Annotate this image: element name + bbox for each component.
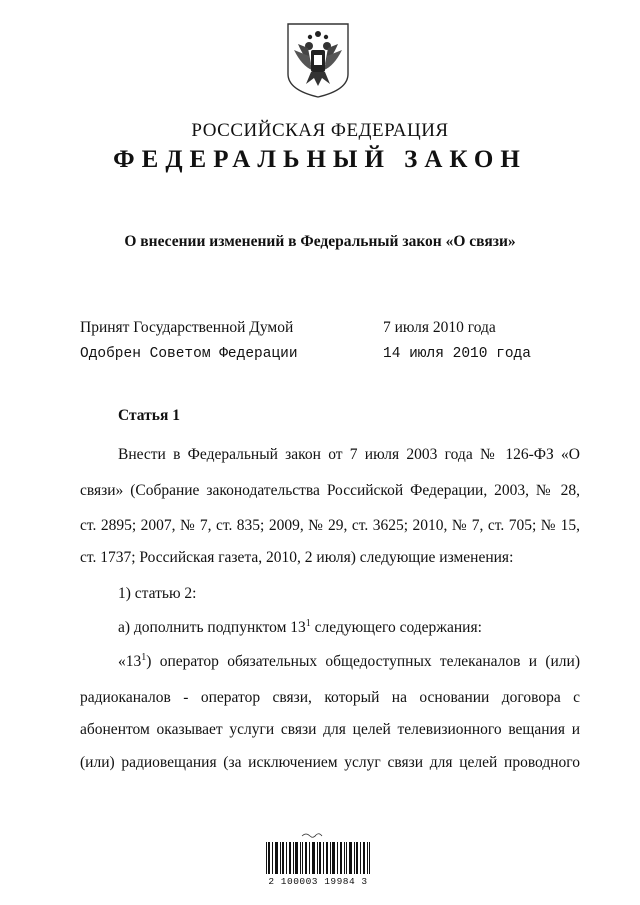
- double-headed-eagle-icon: [284, 20, 352, 100]
- article-line-4: ст. 1737; Российская газета, 2010, 2 июля) следующие изменения:: [80, 549, 514, 566]
- item-a-text-end: следующего содержания:: [310, 619, 482, 636]
- article-heading: Статья 1: [118, 407, 180, 424]
- item-1: 1) статью 2:: [118, 585, 197, 602]
- adopted-by-duma-date: 7 июля 2010 года: [383, 319, 496, 336]
- article-line-1: Внести в Федеральный закон от 7 июля 2003 года № 126-ФЗ «О: [118, 446, 580, 463]
- article-line-3: ст. 2895; 2007, № 7, ст. 835; 2009, № 29, ст. 3625; 2010, № 7, ст. 705; № 15,: [80, 517, 580, 534]
- quote-line-1-start: «13: [118, 653, 142, 670]
- item-a: [118, 618, 618, 638]
- approved-by-council-label: Одобрен Советом Федерации: [80, 346, 298, 362]
- approved-by-council-date: 14 июля 2010 года: [383, 346, 531, 362]
- quote-line-1-end: ) оператор обязательных общедоступных телеканалов и (или): [146, 653, 580, 670]
- law-type-heading: ФЕДЕРАЛЬНЫЙ ЗАКОН: [113, 146, 527, 173]
- coat-of-arms-emblem: [284, 20, 352, 100]
- article-line-2: связи» (Собрание законодательства Российской Федерации, 2003, № 28,: [80, 482, 580, 499]
- country-name: РОССИЙСКАЯ ФЕДЕРАЦИЯ: [191, 120, 449, 141]
- quote-line-2: радиоканалов - оператор связи, который на основании договора с: [80, 689, 580, 706]
- quote-line-3: абонентом оказывает услуги связи для целей телевизионного вещания и: [80, 721, 580, 738]
- barcode-number: 2 100003 19984 3: [268, 876, 368, 887]
- item-a-text: а) дополнить подпунктом 13: [118, 619, 306, 636]
- adopted-by-duma-label: Принят Государственной Думой: [80, 319, 294, 336]
- item-a-superscript: 1: [305, 617, 311, 629]
- quote-line-4: (или) радиовещания (за исключением услуг связи для целей проводного: [80, 754, 580, 771]
- law-title: О внесении изменений в Федеральный закон «О связи»: [124, 233, 516, 250]
- barcode-graphic: [262, 832, 374, 876]
- quote-superscript: 1: [141, 651, 147, 663]
- quote-line-1: [118, 652, 580, 672]
